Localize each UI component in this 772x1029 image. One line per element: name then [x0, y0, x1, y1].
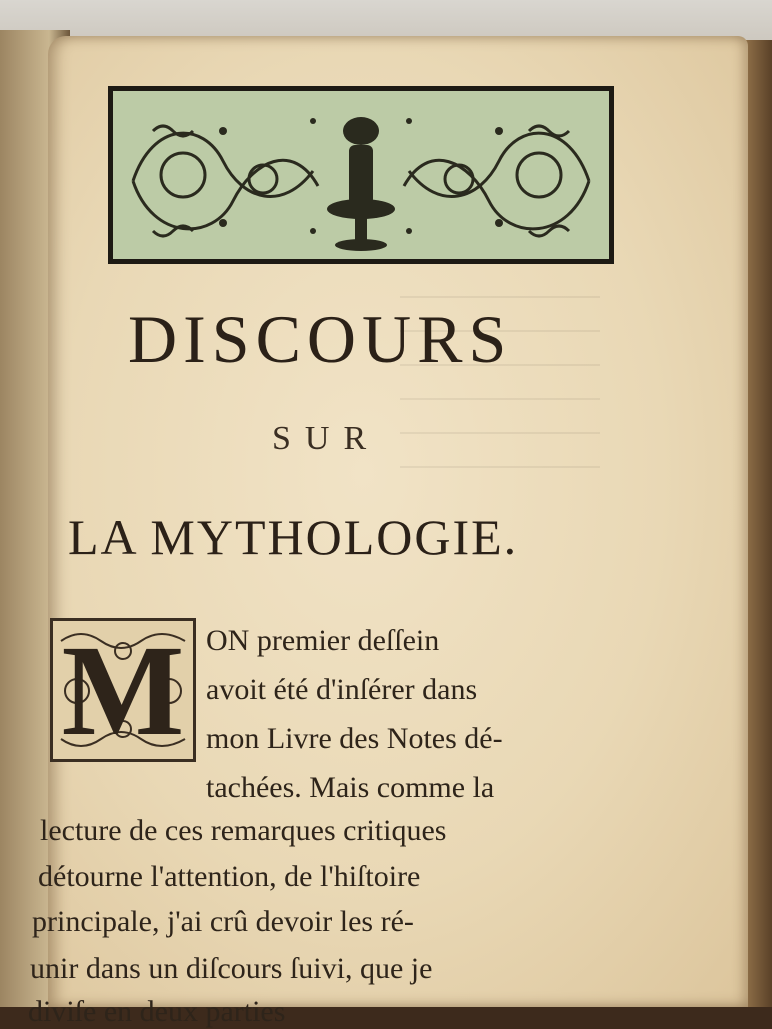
- text-line: avoit été d'inſérer dans: [206, 673, 478, 706]
- page-subtitle: LA MYTHOLOGIE.: [68, 509, 519, 565]
- text-line: lecture de ces remarques critiques: [40, 814, 447, 847]
- drop-cap-letter: M: [61, 619, 185, 762]
- headpiece-ornament-icon: [108, 86, 614, 264]
- title-connector: SUR: [272, 420, 381, 457]
- text-line: mon Livre des Notes dé-: [206, 722, 503, 755]
- drop-cap-ornament-icon: [50, 618, 196, 762]
- text-line: ON premier deſſein: [206, 624, 440, 657]
- text-line: tachées. Mais comme la: [206, 771, 495, 804]
- text-line: diviſe en deux parties: [28, 995, 286, 1028]
- text-line: principale, j'ai crû devoir les ré-: [32, 905, 414, 938]
- text-line: unir dans un diſcours ſuivi, que je: [30, 952, 433, 985]
- page-title: DISCOURS: [128, 301, 513, 377]
- text-line: détourne l'attention, de l'hiſtoire: [38, 860, 421, 893]
